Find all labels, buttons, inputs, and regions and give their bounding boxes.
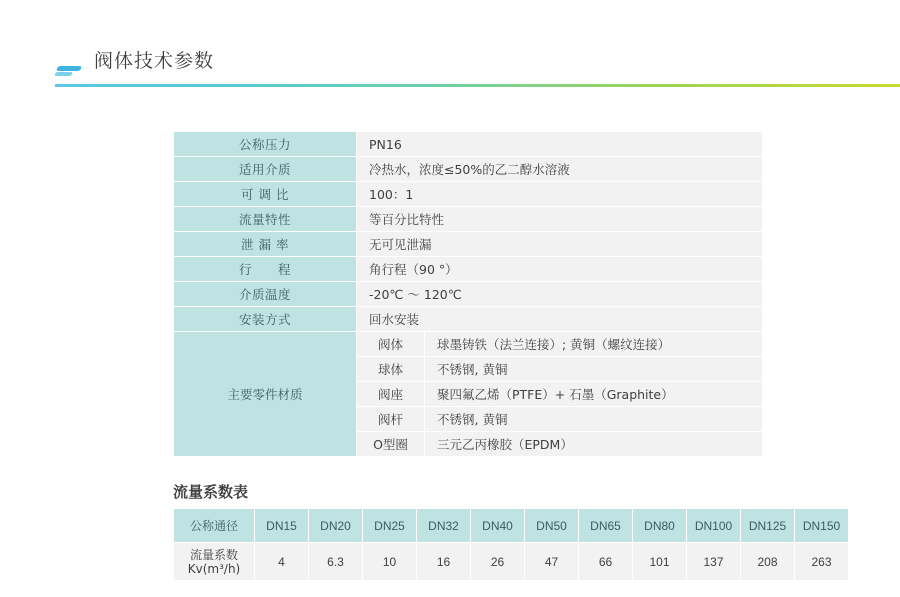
spec-label: 公称压力 [174, 132, 357, 157]
flow-size-header: DN32 [417, 509, 471, 543]
flow-header-label: 公称通径 [174, 509, 255, 543]
flow-size-header: DN25 [363, 509, 417, 543]
flow-kv-value: 10 [363, 543, 417, 581]
flow-kv-value: 137 [687, 543, 741, 581]
flow-kv-value: 263 [795, 543, 849, 581]
material-value: 球墨铸铁（法兰连接）; 黄铜（螺纹连接） [425, 332, 763, 357]
flow-size-header: DN65 [579, 509, 633, 543]
spec-value: 无可见泄漏 [357, 232, 763, 257]
flow-row-label [174, 543, 255, 581]
header-gradient-divider [55, 84, 900, 87]
flow-kv-value: 101 [633, 543, 687, 581]
flow-kv-value: 16 [417, 543, 471, 581]
material-part: O型圈 [357, 432, 425, 457]
spec-label: 流量特性 [174, 207, 357, 232]
flow-size-header: DN40 [471, 509, 525, 543]
table-row [174, 232, 763, 257]
flow-size-header: DN80 [633, 509, 687, 543]
material-part: 阀体 [357, 332, 425, 357]
flow-size-header: DN15 [255, 509, 309, 543]
spec-label: 安装方式 [174, 307, 357, 332]
flow-coefficient-table [173, 508, 849, 581]
material-value: 不锈钢, 黄铜 [425, 407, 763, 432]
spec-value: 100：1 [357, 182, 763, 207]
spec-label: 介质温度 [174, 282, 357, 307]
flow-size-header: DN150 [795, 509, 849, 543]
wave-mark-icon [55, 64, 83, 78]
flow-size-header: DN20 [309, 509, 363, 543]
table-row [174, 207, 763, 232]
flow-kv-value: 208 [741, 543, 795, 581]
table-row [174, 157, 763, 182]
flow-kv-value: 66 [579, 543, 633, 581]
flow-size-header: DN50 [525, 509, 579, 543]
flow-row-label-line1: 流量系数 [189, 547, 238, 562]
material-part: 球体 [357, 357, 425, 382]
material-value: 不锈钢, 黄铜 [425, 357, 763, 382]
table-row [174, 509, 849, 543]
table-row [174, 332, 763, 357]
material-value: 聚四氟乙烯（PTFE）+ 石墨（Graphite） [425, 382, 763, 407]
flow-kv-value: 6.3 [309, 543, 363, 581]
spec-value: -20℃ ～ 120℃ [357, 282, 763, 307]
flow-row-label-line2: Kv(m³/h) [187, 561, 241, 576]
flow-kv-value: 47 [525, 543, 579, 581]
spec-label: 行 程 [174, 257, 357, 282]
table-row [174, 282, 763, 307]
material-part: 阀座 [357, 382, 425, 407]
page-title: 阀体技术参数 [94, 50, 215, 72]
spec-value: PN16 [357, 132, 763, 157]
spec-label: 可 调 比 [174, 182, 357, 207]
flow-size-header: DN125 [741, 509, 795, 543]
flow-size-header: DN100 [687, 509, 741, 543]
table-row [174, 257, 763, 282]
spec-value: 冷热水，浓度≤50%的乙二醇水溶液 [357, 157, 763, 182]
materials-label: 主要零件材质 [174, 332, 357, 457]
table-row [174, 132, 763, 157]
table-row [174, 182, 763, 207]
page-header [0, 46, 900, 94]
material-value: 三元乙丙橡胶（EPDM） [425, 432, 763, 457]
table-row [174, 307, 763, 332]
spec-value: 角行程（90 °） [357, 257, 763, 282]
material-part: 阀杆 [357, 407, 425, 432]
flow-kv-value: 26 [471, 543, 525, 581]
spec-value: 回水安装 [357, 307, 763, 332]
flow-section-heading: 流量系数表 [173, 483, 249, 501]
valve-spec-table [173, 131, 763, 457]
spec-label: 泄 漏 率 [174, 232, 357, 257]
spec-value: 等百分比特性 [357, 207, 763, 232]
spec-label: 适用介质 [174, 157, 357, 182]
flow-kv-value: 4 [255, 543, 309, 581]
table-row [174, 543, 849, 581]
